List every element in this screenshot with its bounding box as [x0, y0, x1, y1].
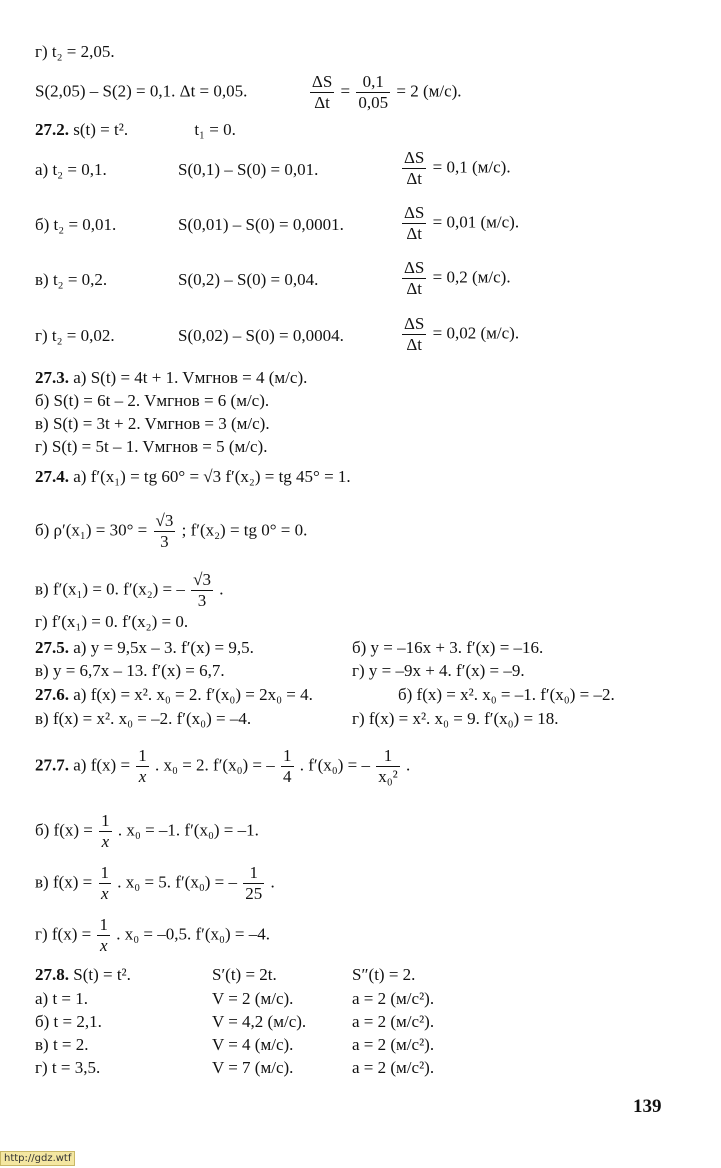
page-number: 139	[633, 1096, 662, 1117]
fraction-1-over-4: $\frac{1}{4}$	[283, 746, 292, 786]
line-27-3-v: в) S(t) = 3t + 2. Vмгнов = 3 (м/с).	[35, 414, 270, 433]
line-27-2-b: б) t₂ = 0,01.	[35, 215, 117, 234]
fraction-1-over-x0-sq: $\frac{1}{\text{x₀²}}$	[378, 746, 398, 786]
line-27-3-a: 27.3. а) S(t) = 4t + 1. Vмгнов = 4 (м/с).	[35, 368, 308, 387]
line-27-8-velocity-fn: S′(t) = 2t.	[212, 965, 277, 984]
line-27-8-accel-fn: S″(t) = 2.	[352, 965, 416, 984]
line-27-4-a: 27.4. а) f′(x₁) = tg 60° = √3 f′(x₂) = tg 45° = 1.	[35, 467, 351, 486]
line-27-8-b-v: V = 4,2 (м/с).	[212, 1012, 307, 1031]
line-27-6-a: 27.6. а) f(x) = x². x₀ = 2. f′(x₀) = 2x₀ = 4.	[35, 685, 313, 704]
line-27-8-g-v: V = 7 (м/с).	[212, 1058, 294, 1077]
line-27-2-v: в) t₂ = 0,2.	[35, 270, 108, 289]
line-27-8-header: 27.8. S(t) = t².	[35, 965, 131, 984]
line-27-8-a-acc: a = 2 (м/с²).	[352, 989, 435, 1008]
line-27-2-header: 27.2. s(t) = t². t₁ = 0.	[35, 120, 236, 139]
line-27-8-g: г) t = 3,5.	[35, 1058, 101, 1077]
fraction-sqrt3-over-3: $\frac{√3}{3}$	[193, 570, 211, 610]
line-27-8-v-acc: a = 2 (м/с²).	[352, 1035, 435, 1054]
line-27-8-v-v: V = 4 (м/с).	[212, 1035, 294, 1054]
line-27-3-b: б) S(t) = 6t – 2. Vмгнов = 6 (м/с).	[35, 391, 270, 410]
line-27-1-g-calc: S(2,05) – S(2) = 0,1. Δt = 0,05. $\frac{\Delta S}{\Delta t}$ = $\frac{0,1}{0,05}$ = 2 (м/с).	[35, 72, 462, 112]
line-27-3-g: г) S(t) = 5t – 1. Vмгнов = 5 (м/с).	[35, 437, 268, 456]
line-27-7-v: в) f(x) = $\frac{1}{x}$ . x₀ = 5. f′(x₀) = – $\frac{1}{25}$ .	[35, 863, 275, 903]
line-27-2-v-result: $\frac{\Delta S}{\Delta t}$ = 0,2 (м/с).	[404, 258, 511, 298]
fraction-ds-dt: $\frac{\Delta S}{\Delta t}$	[311, 72, 333, 112]
line-27-8-b-acc: a = 2 (м/с²).	[352, 1012, 435, 1031]
fraction-1-over-x: $\frac{1}{x}$	[100, 863, 110, 903]
line-27-7-a: 27.7. а) f(x) = $\frac{1}{x}$ . x₀ = 2. f′(x₀) = – $\frac{1}{4}$ . f′(x₀) = – $\frac{1}{\text{x₀²}}$ .	[35, 746, 411, 786]
line-27-2-v-diff: S(0,2) – S(0) = 0,04.	[178, 270, 319, 289]
line-27-2-a: а) t₂ = 0,1.	[35, 160, 107, 179]
fraction-1-over-x: $\frac{1}{x}$	[138, 746, 147, 786]
line-27-5-a: 27.5. а) y = 9,5x – 3. f′(x) = 9,5.	[35, 638, 254, 657]
line-27-5-b: б) y = –16x + 3. f′(x) = –16.	[352, 638, 544, 657]
line-27-8-a: а) t = 1.	[35, 989, 89, 1008]
line-27-5-v: в) y = 6,7x – 13. f′(x) = 6,7.	[35, 661, 225, 680]
line-27-6-v: в) f(x) = x². x₀ = –2. f′(x₀) = –4.	[35, 709, 252, 728]
fraction-sqrt3-over-3: $\frac{√3}{3}$	[155, 511, 174, 551]
fraction-1-over-25: $\frac{1}{25}$	[245, 863, 263, 903]
line-27-6-g: г) f(x) = x². x₀ = 9. f′(x₀) = 18.	[352, 709, 559, 728]
line-27-7-b: б) f(x) = $\frac{1}{x}$ . x₀ = –1. f′(x₀) = –1.	[35, 811, 259, 851]
line-27-4-g: г) f′(x₁) = 0. f′(x₂) = 0.	[35, 612, 189, 631]
line-27-1-g: г) t₂ = 2,05.	[35, 42, 115, 61]
fraction-value: $\frac{0,1}{0,05}$	[358, 72, 389, 112]
watermark-link[interactable]: http://gdz.wtf	[0, 1151, 75, 1166]
line-27-2-a-result: $\frac{\Delta S}{\Delta t}$ = 0,1 (м/с).	[404, 148, 511, 188]
line-27-6-b: б) f(x) = x². x₀ = –1. f′(x₀) = –2.	[398, 685, 615, 704]
line-27-2-g-diff: S(0,02) – S(0) = 0,0004.	[178, 326, 344, 345]
line-27-2-b-diff: S(0,01) – S(0) = 0,0001.	[178, 215, 344, 234]
line-27-2-a-diff: S(0,1) – S(0) = 0,01.	[178, 160, 319, 179]
line-27-2-g-result: $\frac{\Delta S}{\Delta t}$ = 0,02 (м/с).	[404, 314, 520, 354]
fraction-1-over-x: $\frac{1}{x}$	[99, 915, 108, 955]
line-27-5-g: г) y = –9x + 4. f′(x) = –9.	[352, 661, 525, 680]
line-27-8-b: б) t = 2,1.	[35, 1012, 102, 1031]
fraction-1-over-x: $\frac{1}{x}$	[101, 811, 110, 851]
line-27-7-g: г) f(x) = $\frac{1}{x}$ . x₀ = –0,5. f′(x₀) = –4.	[35, 915, 270, 955]
line-27-4-v: в) f′(x₁) = 0. f′(x₂) = – $\frac{√3}{3}$ .	[35, 570, 224, 610]
line-27-8-v: в) t = 2.	[35, 1035, 89, 1054]
line-27-2-b-result: $\frac{\Delta S}{\Delta t}$ = 0,01 (м/с).	[404, 203, 520, 243]
line-27-2-g: г) t₂ = 0,02.	[35, 326, 115, 345]
line-27-8-g-acc: a = 2 (м/с²).	[352, 1058, 435, 1077]
line-27-8-a-v: V = 2 (м/с).	[212, 989, 294, 1008]
line-27-4-b: б) ρ′(x₁) = 30° = $\frac{√3}{3}$ ; f′(x₂) = tg 0° = 0.	[35, 511, 308, 551]
